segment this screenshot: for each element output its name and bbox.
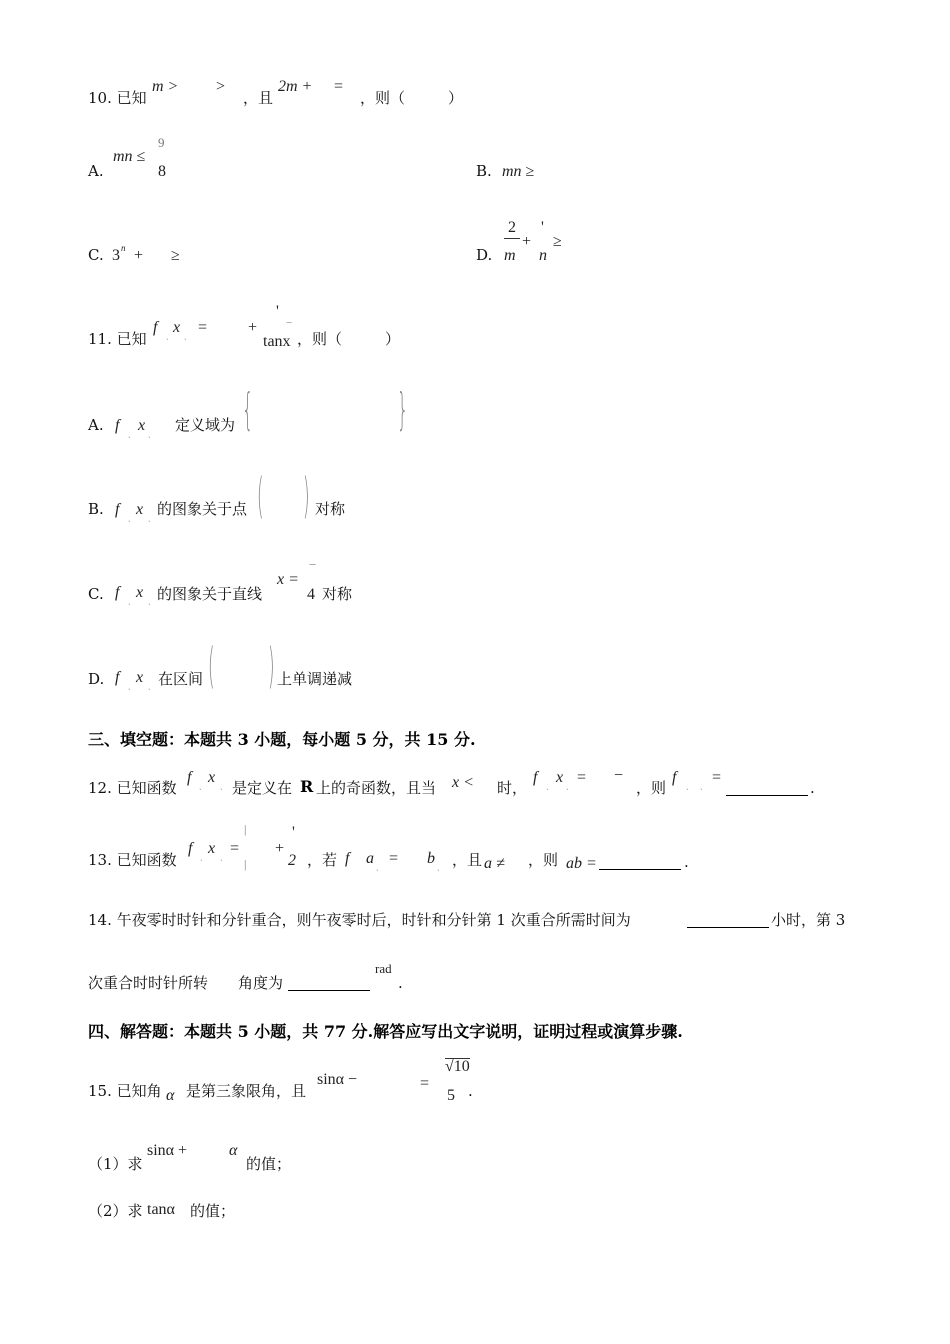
q15-part1-alpha: α bbox=[229, 1142, 238, 1159]
q10-m-gt: m > bbox=[152, 78, 179, 95]
section-4-heading: 四、解答题：本题共 5 小题，共 77 分.解答应写出文字说明，证明过程或演算步骤. bbox=[88, 1022, 683, 1041]
q11-f: f bbox=[153, 319, 158, 336]
q13-ab-eq: ab = bbox=[566, 855, 597, 872]
q11-option-c-label: C. bbox=[88, 585, 104, 603]
q11-option-b-left-paren: ( bbox=[257, 468, 264, 524]
q10-option-c-label: C. bbox=[88, 246, 104, 264]
q11-option-c-x: x bbox=[136, 584, 144, 601]
q11-option-b-right-paren: ) bbox=[303, 468, 310, 524]
q10-eq: = bbox=[334, 78, 344, 95]
q13-number: 13. 已知函数 bbox=[88, 851, 177, 869]
q13-x: x bbox=[208, 840, 216, 857]
q12-number: 12. 已知函数 bbox=[88, 779, 177, 797]
q12-R: R bbox=[300, 777, 314, 796]
q11-paren-close: ） bbox=[385, 330, 401, 348]
q13-f: f bbox=[188, 840, 193, 857]
q12-text1: 是定义在 bbox=[232, 779, 293, 797]
q15-text1: 是第三象限角，且 bbox=[186, 1082, 307, 1100]
q11-option-d-text: 在区间 bbox=[158, 670, 204, 688]
q11-option-d-label: D. bbox=[88, 670, 105, 688]
q14-period: . bbox=[398, 974, 403, 992]
q10-option-a-den: 8 bbox=[158, 163, 166, 180]
q11-option-b-f: f bbox=[115, 501, 120, 518]
q11-option-a-text: 定义域为 bbox=[175, 416, 236, 434]
q10-option-d-num2: ' bbox=[541, 219, 544, 236]
q11-option-d-x: x bbox=[136, 669, 144, 686]
q15-alpha: α bbox=[166, 1087, 175, 1104]
q10-option-a-num: 9 bbox=[158, 135, 165, 150]
q10-option-a-label: A. bbox=[88, 162, 104, 180]
q12-x2: x bbox=[556, 769, 564, 786]
q14-line1-b: 小时，第 3 bbox=[771, 911, 846, 929]
q12-x-lt: x < bbox=[452, 774, 474, 791]
section-3-heading: 三、填空题：本题共 3 小题，每小题 5 分，共 15 分. bbox=[88, 730, 476, 749]
q12-text3: 时， bbox=[497, 779, 528, 797]
q10-option-c-ge: ≥ bbox=[171, 247, 180, 264]
q11-option-c-f: f bbox=[115, 584, 120, 601]
q15-part2-tail: 的值； bbox=[190, 1202, 236, 1220]
q15-number: 15. 已知角 bbox=[88, 1082, 162, 1100]
q13-if: ，若 bbox=[307, 851, 338, 869]
q10-paren-close: ） bbox=[448, 89, 464, 107]
q12-f2: f bbox=[533, 769, 538, 786]
q11-option-b-x: x bbox=[136, 501, 144, 518]
q11-option-a-left-brace: { bbox=[242, 384, 254, 435]
q10-option-d-den: m bbox=[504, 247, 516, 264]
q12-then: ，则 bbox=[636, 779, 667, 797]
q11-minus: − bbox=[286, 317, 293, 329]
q13-a: a bbox=[366, 850, 374, 867]
q13-eq: = bbox=[230, 840, 240, 857]
q11-option-c-den: 4 bbox=[307, 586, 315, 603]
q10-and: ，且 bbox=[243, 89, 274, 107]
q11-option-c-dash: − bbox=[309, 557, 317, 572]
q13-then: ，则 bbox=[528, 851, 559, 869]
q10-option-d-num: 2 bbox=[508, 219, 516, 236]
q14-line2-b: 角度为 bbox=[238, 974, 284, 992]
q11-option-a-x: x bbox=[138, 417, 146, 434]
q15-sin-minus: sinα − bbox=[317, 1071, 358, 1088]
q11-option-a-f: f bbox=[115, 417, 120, 434]
q12-x: x bbox=[208, 769, 216, 786]
q11-number: 11. 已知 bbox=[88, 330, 147, 348]
q10-gt: > bbox=[216, 78, 226, 95]
q11-plus: + bbox=[248, 319, 258, 336]
q11-option-d-right-paren: ) bbox=[268, 638, 275, 694]
q13-bar-top: | bbox=[244, 822, 247, 836]
q10-option-c-plus: + bbox=[134, 247, 144, 264]
q10-option-d-den2: n bbox=[539, 247, 547, 264]
q10-option-d-label: D. bbox=[476, 246, 493, 264]
q12-eq2: = bbox=[712, 769, 722, 786]
q13-period: . bbox=[684, 853, 689, 871]
q10-option-d-ge: ≥ bbox=[553, 233, 562, 250]
q10-option-d-plus: + bbox=[522, 233, 532, 250]
q13-eq2: = bbox=[389, 850, 399, 867]
q11-eq: = bbox=[198, 319, 208, 336]
q15-root-num: √10 bbox=[445, 1058, 470, 1075]
q11-option-d-tail: 上单调递减 bbox=[277, 670, 353, 688]
q13-a-ne: a ≠ bbox=[484, 855, 505, 872]
q12-period: . bbox=[810, 779, 815, 797]
q14-line1-a: 14. 午夜零时时针和分针重合，则午夜零时后，时针和分针第 1 次重合所需时间为 bbox=[88, 911, 631, 929]
q15-part2-label: （2）求 bbox=[88, 1202, 143, 1220]
q15-period: . bbox=[468, 1082, 473, 1100]
q10-option-d-fraction-bar bbox=[504, 238, 520, 239]
q15-den: 5 bbox=[447, 1087, 455, 1104]
q11-option-b-text: 的图象关于点 bbox=[157, 500, 248, 518]
q11-option-d-left-paren: ( bbox=[208, 638, 215, 694]
q11-tick: ' bbox=[276, 303, 279, 320]
q12-f: f bbox=[187, 769, 192, 786]
q10-2m-plus: 2m + bbox=[278, 78, 313, 95]
q12-eq: = bbox=[577, 769, 587, 786]
q15-part1-expr: sinα + bbox=[147, 1142, 188, 1159]
q11-option-c-text: 的图象关于直线 bbox=[157, 585, 263, 603]
q11-option-d-f: f bbox=[115, 669, 120, 686]
q10-option-a-expr: mn ≤ bbox=[113, 148, 146, 165]
q12-f3: f bbox=[672, 769, 677, 786]
q10-number: 10. 已知 bbox=[88, 89, 147, 107]
q11-x: x bbox=[173, 319, 181, 336]
q10-option-b-label: B. bbox=[476, 162, 492, 180]
q11-option-a-label: A. bbox=[88, 416, 104, 434]
q14-answer-blank-2 bbox=[288, 976, 370, 991]
q15-part2-expr: tanα bbox=[147, 1201, 175, 1218]
q11-tanx: tanx bbox=[263, 333, 291, 350]
q14-answer-blank-1 bbox=[687, 913, 769, 928]
q13-answer-blank bbox=[599, 855, 681, 870]
q14-line2-a: 次重合时时针所转 bbox=[88, 974, 209, 992]
q11-option-c-xeq: x = bbox=[277, 571, 299, 588]
q11-then: ，则（ bbox=[297, 330, 343, 348]
q15-part1-tail: 的值； bbox=[246, 1155, 292, 1173]
q11-option-c-tail: 对称 bbox=[322, 585, 353, 603]
q10-option-c-base: 3 bbox=[112, 247, 120, 264]
q11-option-b-tail: 对称 bbox=[315, 500, 346, 518]
q13-tick: ' bbox=[292, 824, 295, 841]
q11-option-b-label: B. bbox=[88, 500, 104, 518]
q15-eq: = bbox=[420, 1075, 430, 1092]
q12-text2: 上的奇函数，且当 bbox=[316, 779, 437, 797]
q13-two: 2 bbox=[288, 852, 296, 869]
q13-and: ，且 bbox=[452, 851, 483, 869]
q13-b: b bbox=[427, 850, 435, 867]
q13-bar-bottom: | bbox=[244, 857, 247, 871]
q12-answer-blank bbox=[726, 781, 808, 796]
q12-minus: − bbox=[614, 767, 624, 784]
q10-option-b-expr: mn ≥ bbox=[502, 163, 535, 180]
q13-plus: + bbox=[275, 840, 285, 857]
q13-f2: f bbox=[345, 850, 350, 867]
q11-option-a-right-brace: } bbox=[397, 384, 409, 435]
q15-part1-label: （1）求 bbox=[88, 1155, 143, 1173]
q14-rad: rad bbox=[375, 961, 392, 976]
q10-then: ，则（ bbox=[360, 89, 406, 107]
q10-option-c-sup: n bbox=[121, 243, 126, 253]
